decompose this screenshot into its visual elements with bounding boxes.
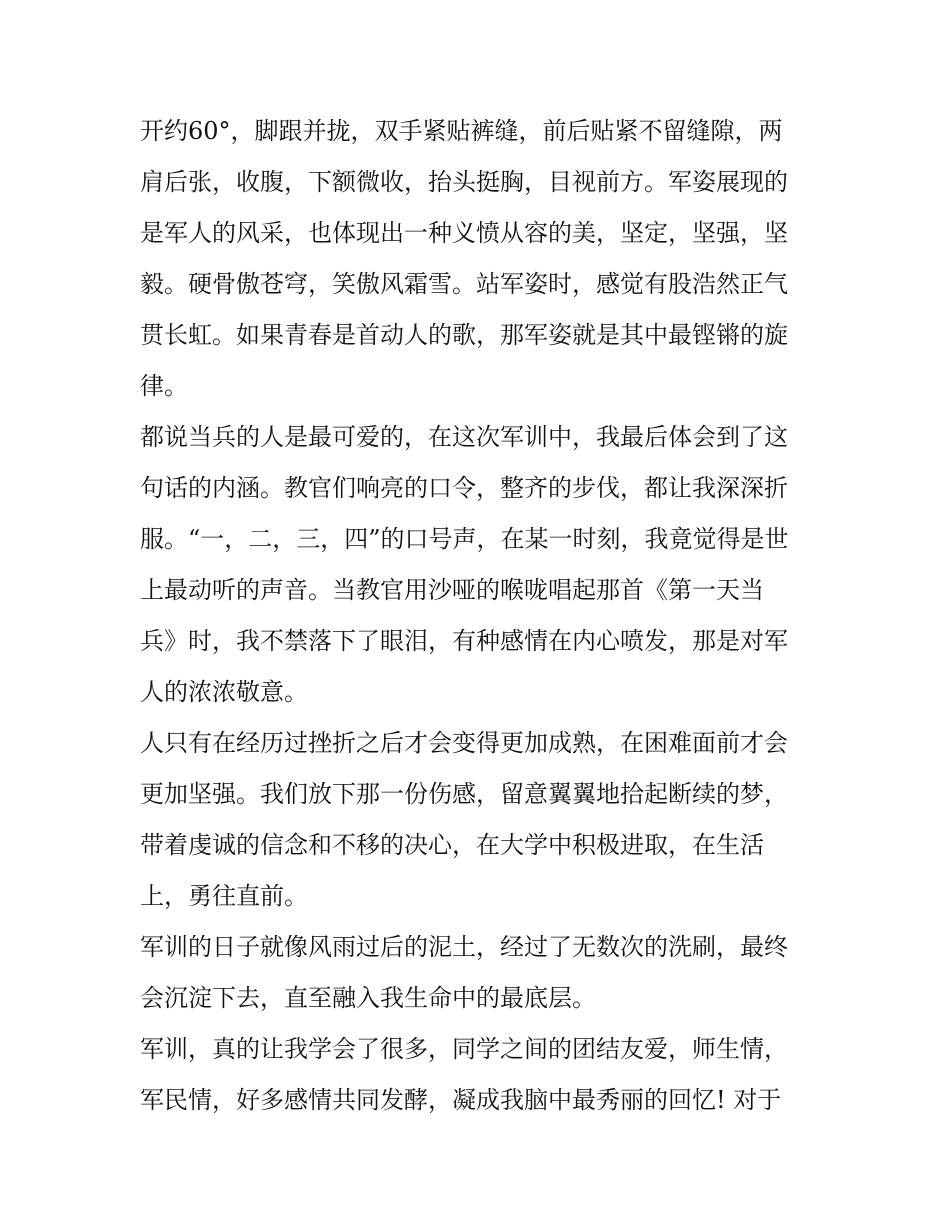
paragraph xyxy=(140,106,815,412)
text-line: 人的浓浓敬意。 xyxy=(140,678,308,706)
text-line: 开约60°，脚跟并拢，双手紧贴裤缝，前后贴紧不留缝隙，两 xyxy=(140,117,783,145)
text-line: 肩后张，收腹，下额微收，抬头挺胸，目视前方。军姿展现的 xyxy=(140,168,788,196)
text-line: 军训，真的让我学会了很多，同学之间的团结友爱，师生情， xyxy=(140,1035,788,1063)
text-line: 都说当兵的人是最可爱的，在这次军训中，我最后体会到了这 xyxy=(140,423,788,451)
text-line: 律。 xyxy=(140,372,188,400)
text-line: 上，勇往直前。 xyxy=(140,882,308,910)
text-line: 是军人的风采，也体现出一种义愤从容的美，坚定，坚强，坚 xyxy=(140,219,788,247)
document-body xyxy=(140,106,815,1126)
text-line: 兵》时，我不禁落下了眼泪，有种感情在内心喷发，那是对军 xyxy=(140,627,788,655)
paragraph xyxy=(140,412,815,718)
text-line: 军训的日子就像风雨过后的泥土，经过了无数次的洗刷，最终 xyxy=(140,933,788,961)
text-line: 军民情，好多感情共同发酵，凝成我脑中最秀丽的回忆! 对于 xyxy=(140,1086,782,1114)
paragraph xyxy=(140,718,815,922)
text-line: 句话的内涵。教官们响亮的口令，整齐的步伐，都让我深深折 xyxy=(140,474,788,502)
text-line: 贯长虹。如果青春是首动人的歌，那军姿就是其中最铿锵的旋 xyxy=(140,321,788,349)
text-line: 服。“一，二，三，四”的口号声，在某一时刻，我竟觉得是世 xyxy=(140,525,789,553)
paragraph xyxy=(140,922,815,1024)
text-line: 会沉淀下去，直至融入我生命中的最底层。 xyxy=(140,984,596,1012)
text-line: 更加坚强。我们放下那一份伤感，留意翼翼地拾起断续的梦， xyxy=(140,780,788,808)
text-line: 上最动听的声音。当教官用沙哑的喉咙唱起那首《第一天当 xyxy=(140,576,764,604)
text-line: 人只有在经历过挫折之后才会变得更加成熟，在困难面前才会 xyxy=(140,729,788,757)
text-line: 带着虔诚的信念和不移的决心，在大学中积极进取，在生活 xyxy=(140,831,764,859)
text-line: 毅。硬骨傲苍穹，笑傲风霜雪。站军姿时，感觉有股浩然正气 xyxy=(140,270,788,298)
paragraph xyxy=(140,1024,815,1126)
